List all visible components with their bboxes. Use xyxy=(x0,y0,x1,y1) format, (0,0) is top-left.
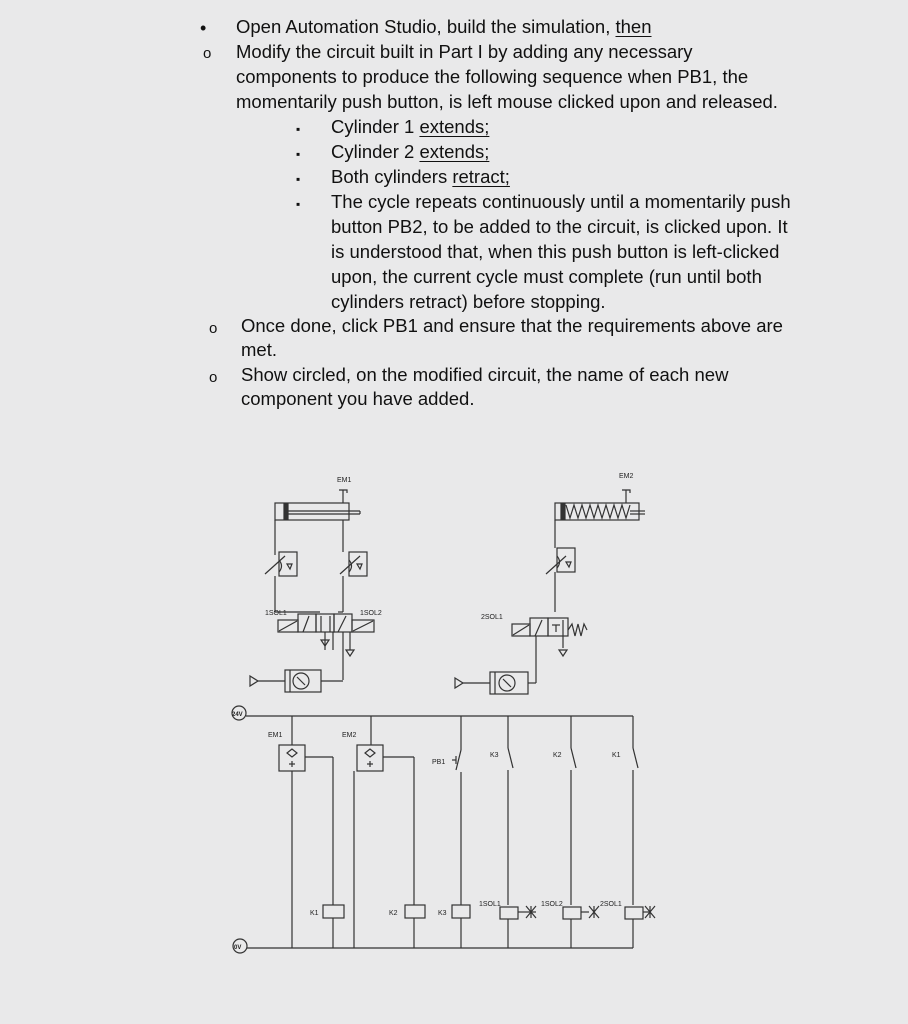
label-contact-k2: K2 xyxy=(553,752,562,759)
sub4-line-1: The cycle repeats continuously until a momentarily push xyxy=(331,191,791,212)
sub1-lead: Cylinder 1 xyxy=(331,116,420,137)
sub4-line-4: upon, the current cycle must complete (run until both xyxy=(331,266,762,287)
label-2sol1-valve: 2SOL1 xyxy=(481,614,503,621)
item4-line-1: Show circled, on the modified circuit, the name of each new xyxy=(241,364,729,385)
cylinder-2 xyxy=(555,503,645,526)
item3-marker: o xyxy=(209,320,218,337)
item1-plain: Open Automation Studio, build the simulation, xyxy=(236,16,616,37)
limit-switch-em1 xyxy=(339,490,347,503)
sub2-underlined: extends; xyxy=(419,141,490,162)
label-contact-k1: K1 xyxy=(612,752,621,759)
supply-unit-1 xyxy=(250,670,343,692)
item1-underlined: then xyxy=(615,16,652,37)
label-1sol2-valve: 1SOL2 xyxy=(360,610,382,617)
item2-line-1: Modify the circuit built in Part I by adding any necessary xyxy=(236,41,693,62)
cylinder-1 xyxy=(275,503,360,526)
sub3-underlined: retract; xyxy=(452,166,510,187)
label-relay-k1: K1 xyxy=(310,910,319,917)
label-sensor-em2: EM2 xyxy=(342,732,357,739)
item4-line-2: component you have added. xyxy=(241,388,475,409)
label-coil-1sol1: 1SOL1 xyxy=(479,901,501,908)
sub4-line-5: cylinders retract) before stopping. xyxy=(331,291,606,312)
item1-marker: • xyxy=(200,18,207,38)
label-pb1: PB1 xyxy=(432,759,446,766)
rung-k2-1sol2 xyxy=(563,716,599,948)
label-1sol1-valve: 1SOL1 xyxy=(265,610,287,617)
sub3-marker: ▪ xyxy=(296,172,301,186)
item2-marker: o xyxy=(203,45,212,62)
rung-pb1-k3 xyxy=(452,716,470,948)
label-em2: EM2 xyxy=(619,473,634,480)
sub2-lead: Cylinder 2 xyxy=(331,141,420,162)
item2-line-2: components to produce the following sequence when PB1, the xyxy=(236,66,749,87)
rail-0v xyxy=(233,939,633,953)
item3-line-1: Once done, click PB1 and ensure that the requirements above are xyxy=(241,315,783,336)
item2-line-3: momentarily push button, is left mouse clicked upon and released. xyxy=(236,91,778,112)
item4-marker: o xyxy=(209,369,218,386)
rung-k1-2sol1 xyxy=(625,716,655,948)
sub3-lead: Both cylinders xyxy=(331,166,453,187)
label-coil-1sol2: 1SOL2 xyxy=(541,901,563,908)
sub4-line-3: is understood that, when this push button is left-clicked xyxy=(331,241,780,262)
label-coil-2sol1: 2SOL1 xyxy=(600,901,622,908)
label-sensor-em1: EM1 xyxy=(268,732,283,739)
flow-control-1a xyxy=(265,526,297,612)
item3-line-2: met. xyxy=(241,339,277,360)
label-contact-k3: K3 xyxy=(490,752,499,759)
sub4-marker: ▪ xyxy=(296,197,301,211)
rung-k3-1sol1 xyxy=(500,716,536,948)
supply-unit-2 xyxy=(455,672,536,694)
limit-switch-em2 xyxy=(622,490,630,503)
flow-control-2 xyxy=(546,526,575,612)
label-24v: 24V xyxy=(232,712,243,718)
sub1-marker: ▪ xyxy=(296,122,301,136)
label-relay-k2: K2 xyxy=(389,910,398,917)
label-relay-k3: K3 xyxy=(438,910,447,917)
sub1-underlined: extends; xyxy=(419,116,490,137)
sub4-line-2: button PB2, to be added to the circuit, is clicked upon. It xyxy=(331,216,788,237)
valve-2 xyxy=(512,618,587,680)
flow-control-1b xyxy=(340,526,367,612)
label-0v: 0V xyxy=(234,945,242,951)
label-em1: EM1 xyxy=(337,477,352,484)
sub2-marker: ▪ xyxy=(296,147,301,161)
